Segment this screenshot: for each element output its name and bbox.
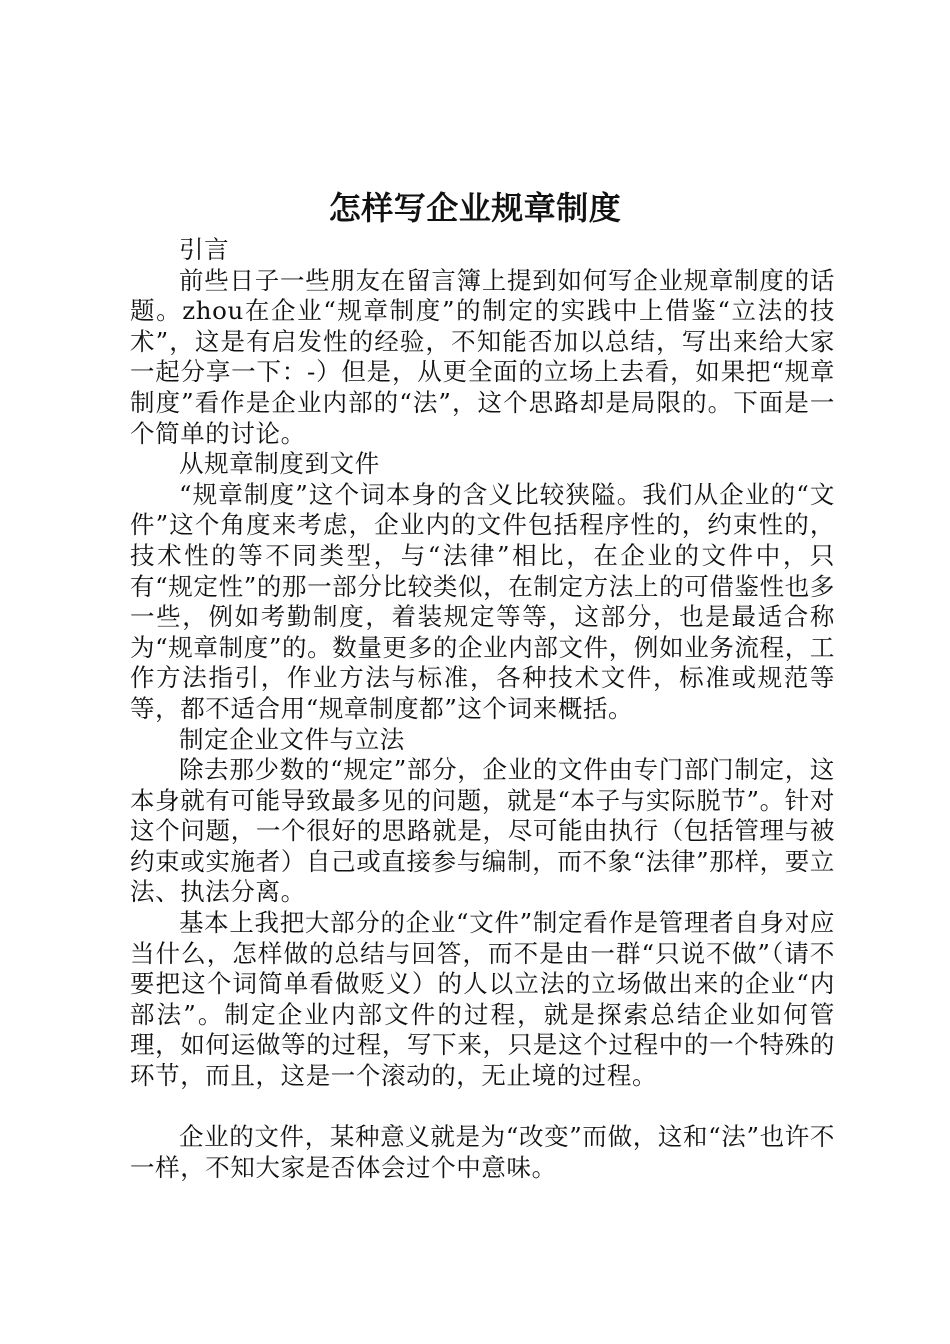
paragraph-documents-and-legislation-2: 基本上我把大部分的企业“文件”制定看作是管理者自身对应当什么，怎样做的总结与回答，而不是由一群“只说不做”（请不要把这个词简单看做贬义）的人以立法的立场做出来的企业“内部法”。制定企业内部文件的过程，就是探索总结企业如何管理，如何运做等的过程，写下来，只是这个过程中的一个特殊的环节，而且，这是一个滚动的，无止境的过程。 — [130, 908, 835, 1091]
document-title: 怎样写企业规章制度 — [328, 189, 622, 227]
document-body — [130, 235, 835, 1183]
paragraph-rules-to-documents: “规章制度”这个词本身的含义比较狭隘。我们从企业的“文件”这个角度来考虑，企业内的文件包括程序性的，约束性的，技术性的等不同类型，与“法律”相比，在企业的文件中，只有“规定性”的那一部分比较类似，在制定方法上的可借鉴性也多一些，例如考勤制度，着装规定等等，这部分，也是最适合称为“规章制度”的。数量更多的企业内部文件，例如业务流程，工作方法指引，作业方法与标准，各种技术文件，标准或规范等等，都不适合用“规章制度都”这个词来概括。 — [130, 479, 835, 723]
paragraph-conclusion: 企业的文件，某种意义就是为“改变”而做，这和“法”也许不一样，不知大家是否体会过个中意味。 — [130, 1122, 835, 1182]
section-heading-rules-to-documents: 从规章制度到文件 — [179, 449, 380, 479]
paragraph-intro: 前些日子一些朋友在留言簿上提到如何写企业规章制度的话题。zhou在企业“规章制度”的制定的实践中上借鉴“立法的技术”，这是有启发性的经验，不知能否加以总结，写出来给大家一起分享一下：-）但是，从更全面的立场上去看，如果把“规章制度”看作是企业内部的“法”，这个思路却是局限的。下面是一个简单的讨论。 — [130, 265, 835, 448]
paragraph-spacer — [130, 1092, 835, 1123]
section-heading-documents-and-legislation: 制定企业文件与立法 — [179, 724, 405, 754]
paragraph-documents-and-legislation-1: 除去那少数的“规定”部分，企业的文件由专门部门制定，这本身就有可能导致最多见的问题，就是“本子与实际脱节”。针对这个问题，一个很好的思路就是，尽可能由执行（包括管理与被约束或实施者）自己或直接参与编制，而不象“法律”那样，要立法、执法分离。 — [130, 755, 835, 907]
section-heading-intro: 引言 — [179, 235, 230, 264]
